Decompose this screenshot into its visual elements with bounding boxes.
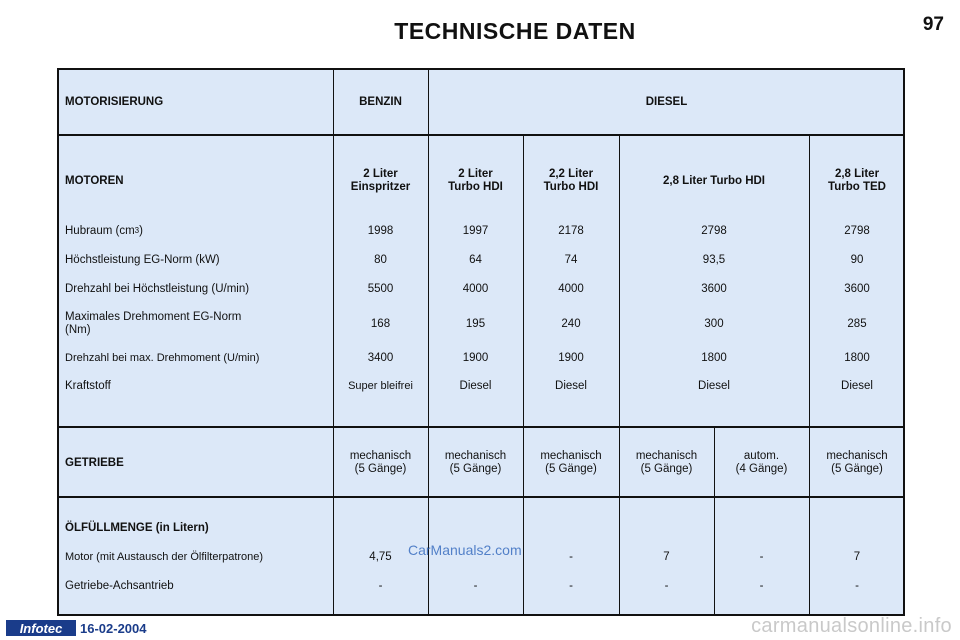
divider: [333, 70, 334, 616]
spec-value: 3600: [701, 282, 727, 295]
spec-value: 4000: [558, 282, 584, 295]
spec-value: 1900: [558, 351, 584, 364]
technical-data-table: [57, 68, 905, 616]
spec-label: Kraftstoff: [65, 379, 111, 392]
spec-label: Maximales Drehmoment EG-Norm (Nm): [65, 311, 242, 336]
engine-3: 2,2 Liter Turbo HDI: [543, 168, 599, 193]
engine-1: 2 Liter Einspritzer: [350, 168, 411, 193]
spec-value: 1997: [462, 224, 489, 237]
spec-value: 74: [564, 253, 578, 266]
divider: [428, 70, 429, 616]
spec-value: 2798: [844, 224, 870, 237]
oel-label: ÖLFÜLLMENGE (in Litern): [65, 521, 209, 534]
oel-value: -: [855, 579, 859, 592]
divider: [59, 426, 903, 428]
watermark-footer: carmanualsonline.info: [751, 615, 952, 637]
divider: [59, 496, 903, 498]
spec-label: Höchstleistung EG-Norm (kW): [65, 253, 220, 266]
infotec-logo: Infotec: [6, 620, 76, 636]
spec-value: 4000: [462, 282, 489, 295]
getriebe-label: GETRIEBE: [65, 456, 124, 469]
spec-value: Diesel: [698, 379, 730, 392]
engine-4: 2,8 Liter Turbo HDI: [662, 174, 766, 187]
motoren-label: MOTOREN: [65, 174, 124, 187]
getriebe-value: mechanisch (5 Gänge): [349, 450, 412, 475]
spec-value: 195: [465, 317, 486, 330]
spec-label: Drehzahl bei max. Drehmoment (U/min): [65, 351, 260, 364]
spec-value: 1800: [701, 351, 727, 364]
spec-value: Diesel: [459, 379, 492, 392]
oel-row-label: Motor (mit Austausch der Ölfilterpatrone): [65, 550, 264, 563]
spec-value: 3400: [367, 351, 394, 364]
getriebe-value: mechanisch (5 Gänge): [540, 450, 602, 475]
spec-value: 2178: [558, 224, 584, 237]
oel-value: -: [759, 579, 764, 592]
oel-value: -: [759, 550, 764, 563]
spec-value: 1800: [844, 351, 870, 364]
getriebe-value: mechanisch (5 Gänge): [444, 450, 507, 475]
spec-value: 64: [469, 253, 482, 266]
divider: [59, 134, 903, 136]
header-benzin: BENZIN: [359, 95, 402, 108]
engine-5: 2,8 Liter Turbo TED: [828, 168, 886, 193]
spec-value: 1900: [462, 351, 489, 364]
spec-label: Drehzahl bei Höchstleistung (U/min): [65, 282, 250, 295]
engine-2: 2 Liter Turbo HDI: [448, 168, 503, 193]
page-title: TECHNISCHE DATEN: [394, 18, 636, 44]
oel-value: -: [569, 579, 573, 592]
oel-value: 7: [853, 550, 861, 563]
oel-value: -: [664, 579, 669, 592]
spec-value: 80: [374, 253, 387, 266]
watermark-text: CarManuals2.com: [408, 542, 522, 558]
oel-row-label: Getriebe-Achsantrieb: [65, 579, 174, 592]
spec-value: 240: [561, 317, 581, 330]
header-diesel: DIESEL: [645, 95, 688, 108]
spec-value: Diesel: [555, 379, 587, 392]
spec-label: Hubraum (cm 3 ): [65, 224, 143, 237]
page-number: 97: [922, 14, 944, 35]
spec-value: 285: [847, 317, 867, 330]
oel-value: -: [569, 550, 573, 563]
spec-value: 90: [850, 253, 864, 266]
spec-value: Super bleifrei: [348, 379, 413, 392]
print-date: 16-02-2004: [80, 621, 147, 636]
header-motorisierung: MOTORISIERUNG: [65, 95, 164, 108]
spec-value: 300: [704, 317, 724, 330]
spec-value: 93,5: [702, 253, 726, 266]
getriebe-value: autom. (4 Gänge): [735, 450, 788, 475]
oel-value: -: [378, 579, 383, 592]
oel-value: 7: [663, 550, 670, 563]
spec-value: Diesel: [841, 379, 873, 392]
spec-value: 2798: [701, 224, 727, 237]
spec-value: 1998: [367, 224, 394, 237]
getriebe-value: mechanisch (5 Gänge): [635, 450, 698, 475]
spec-value: 5500: [367, 282, 394, 295]
spec-value: 168: [370, 317, 391, 330]
oel-value: 4,75: [369, 550, 392, 563]
oel-value: -: [473, 579, 478, 592]
getriebe-value: mechanisch (5 Gänge): [826, 450, 888, 475]
spec-value: 3600: [844, 282, 870, 295]
